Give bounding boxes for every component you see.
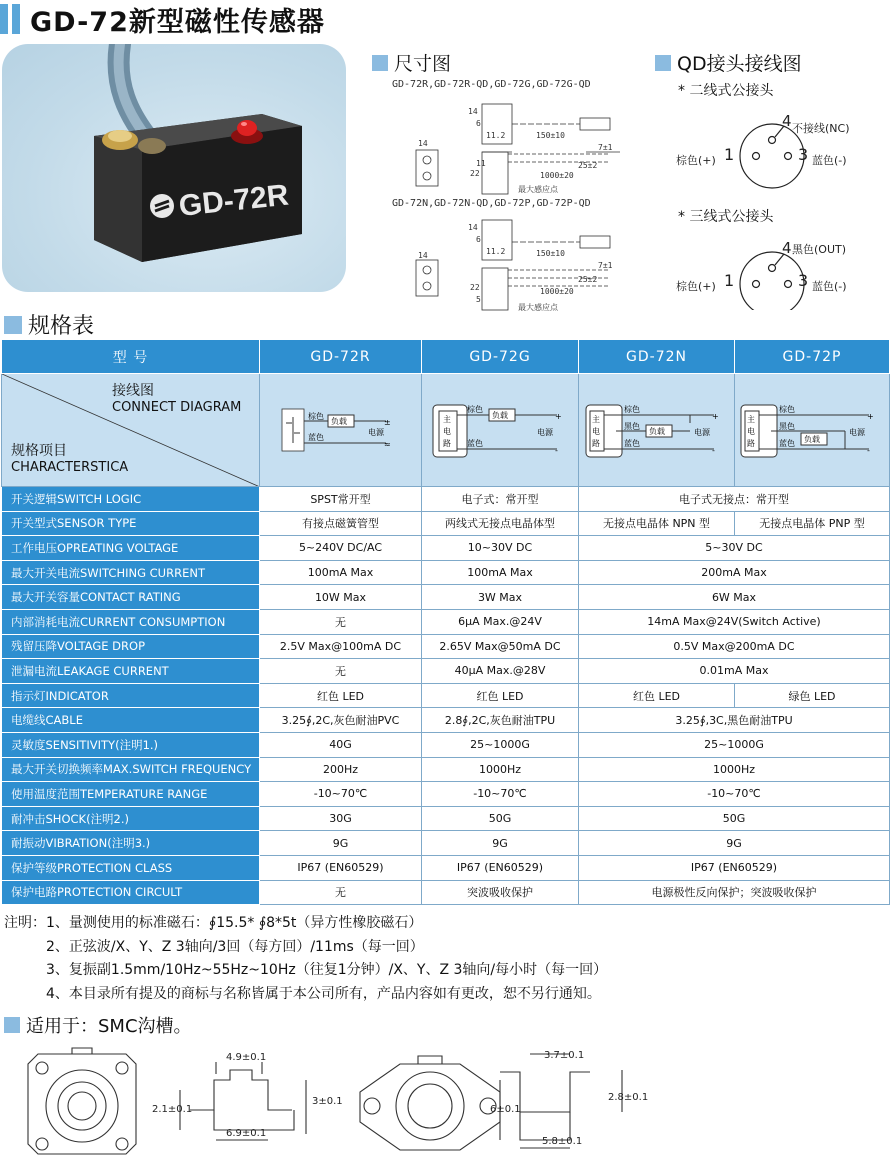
- header-gd72n: GD-72N: [579, 340, 735, 374]
- table-cell: 0.01mA Max: [579, 659, 890, 684]
- table-cell: -10~70℃: [579, 782, 890, 807]
- table-cell: 9G: [422, 831, 579, 856]
- table-row: [2, 609, 890, 634]
- dim-label-11-2: 11.2: [486, 131, 506, 140]
- item-label-cn: 规格项目: [11, 443, 67, 459]
- dim-label-5: 5: [476, 295, 481, 304]
- brown-label: 棕色: [779, 404, 795, 414]
- header-model: 型 号: [2, 340, 260, 374]
- two-wire-label: * 二线式公接头: [678, 83, 774, 99]
- qd-wiring-diagram: [672, 110, 890, 310]
- dim-label-7b: 7±1: [598, 261, 613, 270]
- main-circuit-3: 路: [747, 438, 755, 448]
- load-label: 负载: [648, 426, 665, 436]
- power-label: 电源: [367, 427, 384, 437]
- heading-marker: [372, 55, 388, 71]
- table-cell: 两线式无接点电晶体型: [422, 511, 579, 536]
- dim-label-7: 7±1: [598, 143, 613, 152]
- slot1-left-dim: 2.1±0.1: [152, 1104, 193, 1115]
- load-label: 负载: [492, 410, 508, 420]
- row-label: 最大开关电流SWITCHING CURRENT: [2, 560, 260, 585]
- blue-label: 蓝色(-): [812, 154, 847, 167]
- minus-label: -: [711, 445, 715, 455]
- table-cell: 3W Max: [422, 585, 579, 610]
- qd-heading: [655, 49, 802, 76]
- table-cell: 红色 LED: [422, 683, 579, 708]
- row-label: 工作电压OPREATING VOLTAGE: [2, 536, 260, 561]
- table-cell: 40G: [260, 732, 422, 757]
- table-row: [2, 831, 890, 856]
- table-row: [2, 683, 890, 708]
- main-circuit-1: 主: [591, 414, 600, 424]
- pin1-label: 1: [724, 145, 735, 164]
- table-header-row: [2, 340, 890, 374]
- diagram-gd72g: [422, 374, 579, 487]
- table-row: [2, 708, 890, 733]
- row-label: 保护等级PROTECTION CLASS: [2, 855, 260, 880]
- table-row: [2, 487, 890, 512]
- dim-label-25b: 25±2: [578, 275, 598, 284]
- slot2-left-dim: 6±0.1: [490, 1104, 521, 1115]
- table-cell: 200Hz: [260, 757, 422, 782]
- dim-label-14c: 14: [468, 223, 478, 232]
- table-cell: 无: [260, 880, 422, 905]
- table-cell: 1000Hz: [579, 757, 890, 782]
- table-cell: 30G: [260, 806, 422, 831]
- table-cell: 50G: [579, 806, 890, 831]
- table-cell: 100mA Max: [260, 560, 422, 585]
- brown-label: 棕色: [623, 404, 640, 414]
- table-row: [2, 634, 890, 659]
- table-cell: 9G: [260, 831, 422, 856]
- table-cell: 1000Hz: [422, 757, 579, 782]
- header-gd72p: GD-72P: [735, 340, 890, 374]
- page-title: GD-72新型磁性传感器: [30, 6, 325, 38]
- main-circuit-3: 路: [443, 438, 451, 448]
- table-cell: 0.5V Max@200mA DC: [579, 634, 890, 659]
- main-circuit-2: 电: [443, 426, 451, 436]
- blue-label: 蓝色: [779, 438, 795, 448]
- dim-label-11-2b: 11.2: [486, 247, 506, 256]
- table-cell: 电子式：常开型: [422, 487, 579, 512]
- spec-body: [2, 487, 890, 905]
- row-label: 最大开关切换频率MAX.SWITCH FREQUENCY: [2, 757, 260, 782]
- row-label: 泄漏电流LEAKAGE CURRENT: [2, 659, 260, 684]
- pin4-label-b: 4: [782, 239, 792, 257]
- table-row: [2, 511, 890, 536]
- oval-profile: [360, 1064, 500, 1150]
- minus-label: -: [867, 445, 870, 455]
- pin4-out-label: 黑色(OUT): [792, 243, 847, 256]
- header-gd72r: GD-72R: [260, 340, 422, 374]
- dimensions-heading-text: 尺寸图: [394, 53, 452, 75]
- pin4-label: 4: [782, 112, 792, 130]
- title-accent: [12, 4, 20, 34]
- main-circuit-2: 电: [747, 426, 755, 436]
- diagram-gd72r: [260, 374, 422, 487]
- brown-label-b: 棕色(+): [676, 280, 716, 293]
- row-label: 开关逻辑SWITCH LOGIC: [2, 487, 260, 512]
- table-cell: 10~30V DC: [422, 536, 579, 561]
- table-cell: 6W Max: [579, 585, 890, 610]
- plus-label: +: [555, 411, 562, 421]
- table-row: [2, 855, 890, 880]
- table-row: [2, 880, 890, 905]
- row-label: 保护电路PROTECTION CIRCULT: [2, 880, 260, 905]
- row-label: 灵敏度SENSITIVITY(注明1.): [2, 732, 260, 757]
- table-cell: 有接点磁簧管型: [260, 511, 422, 536]
- table-cell: 5~240V DC/AC: [260, 536, 422, 561]
- table-cell: 电子式无接点：常开型: [579, 487, 890, 512]
- pin3-label-b: 3: [798, 271, 809, 290]
- title-bar: [0, 0, 325, 38]
- dim-label-14b: 14: [418, 139, 428, 148]
- max-point-label-b: 最大感应点: [518, 303, 558, 312]
- table-row: [2, 757, 890, 782]
- dim-label-6: 6: [476, 119, 481, 128]
- table-cell: 25~1000G: [579, 732, 890, 757]
- brown-label: 棕色: [307, 411, 324, 421]
- row-label: 使用温度范围TEMPERATURE RANGE: [2, 782, 260, 807]
- brown-label: 棕色: [467, 404, 483, 414]
- table-cell: IP67 (EN60529): [422, 855, 579, 880]
- dim-label-150: 150±10: [536, 131, 565, 140]
- table-row: [2, 782, 890, 807]
- diag-label-en: CONNECT DIAGRAM: [112, 400, 242, 415]
- table-row: [2, 560, 890, 585]
- table-cell: 5~30V DC: [579, 536, 890, 561]
- item-label-en: CHARACTERSTICA: [11, 460, 129, 475]
- diagram-gd72n: [579, 374, 735, 487]
- dim-label-11: 11: [476, 159, 486, 168]
- ac-label: ≈: [383, 439, 391, 449]
- dim-label-14: 14: [468, 107, 478, 116]
- spec-heading-text: 规格表: [28, 314, 95, 339]
- applies-heading-text: 适用于：SMC沟槽。: [26, 1016, 192, 1037]
- diag-label-cn: 接线图: [112, 383, 154, 399]
- table-cell: 100mA Max: [422, 560, 579, 585]
- table-cell: 25~1000G: [422, 732, 579, 757]
- diagram-label-cell: [2, 374, 260, 487]
- dim-label-14d: 14: [418, 251, 428, 260]
- blue-label-b: 蓝色(-): [812, 280, 847, 293]
- plus-label: +: [867, 411, 874, 421]
- table-cell: 2.5V Max@100mA DC: [260, 634, 422, 659]
- table-cell: 6μA Max.@24V: [422, 609, 579, 634]
- pin1-label-b: 1: [724, 271, 735, 290]
- heading-marker: [4, 316, 22, 334]
- table-cell: 2.8∮,2C,灰色耐油TPU: [422, 708, 579, 733]
- row-label: 耐振动VIBRATION(注明3.): [2, 831, 260, 856]
- max-point-label: 最大感应点: [518, 185, 558, 194]
- table-cell: 无接点电晶体 PNP 型: [735, 511, 890, 536]
- load-label: 负载: [804, 434, 820, 444]
- main-circuit-1: 主: [443, 414, 451, 424]
- qd-heading-text: QD接头接线图: [677, 53, 802, 75]
- table-cell: SPST常开型: [260, 487, 422, 512]
- main-circuit-2: 电: [591, 426, 600, 436]
- slot1-right-dim: 3±0.1: [312, 1096, 343, 1107]
- slot2-bottom-dim: 5.8±0.1: [542, 1136, 583, 1147]
- slot2-top-dim: 3.7±0.1: [544, 1050, 585, 1061]
- table-cell: IP67 (EN60529): [260, 855, 422, 880]
- dim-label-22: 22: [470, 169, 480, 178]
- pin3-label: 3: [798, 145, 809, 164]
- photo-logo-text: GD-72R: [177, 178, 291, 223]
- heading-marker: [655, 55, 671, 71]
- table-cell: IP67 (EN60529): [579, 855, 890, 880]
- slot-drawings: [10, 1040, 880, 1168]
- slot-profile-1: [190, 1070, 292, 1110]
- heading-marker: [4, 1017, 20, 1033]
- models-top: GD-72R,GD-72R-QD,GD-72G,GD-72G-QD: [392, 79, 591, 90]
- note-1: 注明：1、量测使用的标准磁石：∮15.5* ∮8*5t（异方性橡胶磁石）: [4, 915, 423, 931]
- table-cell: 红色 LED: [260, 683, 422, 708]
- dim-label-1000b: 1000±20: [540, 287, 574, 296]
- blue-label: 蓝色: [623, 438, 640, 448]
- main-circuit-3: 路: [591, 438, 600, 448]
- table-cell: 无接点电晶体 NPN 型: [579, 511, 735, 536]
- table-cell: 50G: [422, 806, 579, 831]
- blue-label: 蓝色: [307, 432, 324, 442]
- power-label: 电源: [537, 427, 553, 437]
- brown-label: 棕色(+): [676, 154, 716, 167]
- applies-heading: [4, 1012, 192, 1038]
- table-cell: 红色 LED: [579, 683, 735, 708]
- note-2: 2、正弦波/X、Y、Z 3轴向/3回（每方回）/11ms（每一回）: [46, 938, 424, 955]
- power-label: 电源: [849, 427, 865, 437]
- table-cell: 14mA Max@24V(Switch Active): [579, 609, 890, 634]
- table-cell: 突波吸收保护: [422, 880, 579, 905]
- spec-table: [1, 339, 890, 905]
- table-row: [2, 659, 890, 684]
- slot1-bottom-dim: 6.9±0.1: [226, 1128, 267, 1139]
- note-4: 4、本目录所有提及的商标与名称皆属于本公司所有，产品内容如有更改，恕不另行通知。: [46, 985, 601, 1002]
- connector-three-wire: [740, 252, 804, 310]
- row-label: 耐冲击SHOCK(注明2.): [2, 806, 260, 831]
- table-cell: -10~70℃: [260, 782, 422, 807]
- blue-label: 蓝色: [467, 438, 483, 448]
- pm-label: ±: [383, 417, 391, 427]
- notes: [4, 912, 607, 1006]
- dimension-drawing: [390, 92, 650, 312]
- plus-label: +: [711, 411, 719, 421]
- main-circuit-1: 主: [747, 414, 755, 424]
- black-label: 黑色: [779, 421, 795, 431]
- row-label: 残留压降VOLTAGE DROP: [2, 634, 260, 659]
- table-cell: 10W Max: [260, 585, 422, 610]
- table-row: [2, 806, 890, 831]
- table-row: [2, 732, 890, 757]
- spec-heading: [4, 309, 94, 340]
- dim-label-1000: 1000±20: [540, 171, 574, 180]
- product-photo: [2, 44, 346, 292]
- minus-label: -: [555, 445, 558, 455]
- table-cell: 40μA Max.@28V: [422, 659, 579, 684]
- title-accent: [0, 4, 8, 34]
- row-label: 指示灯INDICATOR: [2, 683, 260, 708]
- dim-label-25: 25±2: [578, 161, 598, 170]
- black-label: 黑色: [623, 421, 640, 431]
- row-label: 开关型式SENSOR TYPE: [2, 511, 260, 536]
- three-wire-label: * 三线式公接头: [678, 209, 774, 225]
- row-label: 内部消耗电流CURRENT CONSUMPTION: [2, 609, 260, 634]
- row-label: 最大开关容量CONTACT RATING: [2, 585, 260, 610]
- dimensions-heading: [372, 49, 451, 76]
- table-cell: 无: [260, 659, 422, 684]
- pin4-nc-label: 不接线(NC): [792, 122, 850, 135]
- header-gd72g: GD-72G: [422, 340, 579, 374]
- load-label: 负载: [330, 416, 347, 426]
- table-cell: 9G: [579, 831, 890, 856]
- table-cell: -10~70℃: [422, 782, 579, 807]
- models-bottom: GD-72N,GD-72N-QD,GD-72P,GD-72P-QD: [392, 198, 591, 209]
- table-cell: 2.65V Max@50mA DC: [422, 634, 579, 659]
- slot2-right-dim: 2.8±0.1: [608, 1092, 649, 1103]
- diagram-gd72p: [735, 374, 890, 487]
- table-cell: 3.25∮,2C,灰色耐油PVC: [260, 708, 422, 733]
- table-row: [2, 585, 890, 610]
- table-cell: 无: [260, 609, 422, 634]
- diagram-row: [2, 374, 890, 487]
- slot1-top-dim: 4.9±0.1: [226, 1052, 267, 1063]
- dim-label-22b: 22: [470, 283, 480, 292]
- table-row: [2, 536, 890, 561]
- dim-label-6b: 6: [476, 235, 481, 244]
- table-cell: 3.25∮,3C,黑色耐油TPU: [579, 708, 890, 733]
- row-label: 电缆线CABLE: [2, 708, 260, 733]
- power-label: 电源: [693, 427, 710, 437]
- dim-label-150b: 150±10: [536, 249, 565, 258]
- sensor-illustration: [2, 44, 346, 292]
- table-cell: 200mA Max: [579, 560, 890, 585]
- table-cell: 电源极性反向保护；突波吸收保护: [579, 880, 890, 905]
- note-3: 3、复振副1.5mm/10Hz~55Hz~10Hz（往复1分钟）/X、Y、Z 3轴向/每小时（每一回）: [46, 962, 608, 978]
- table-cell: 绿色 LED: [735, 683, 890, 708]
